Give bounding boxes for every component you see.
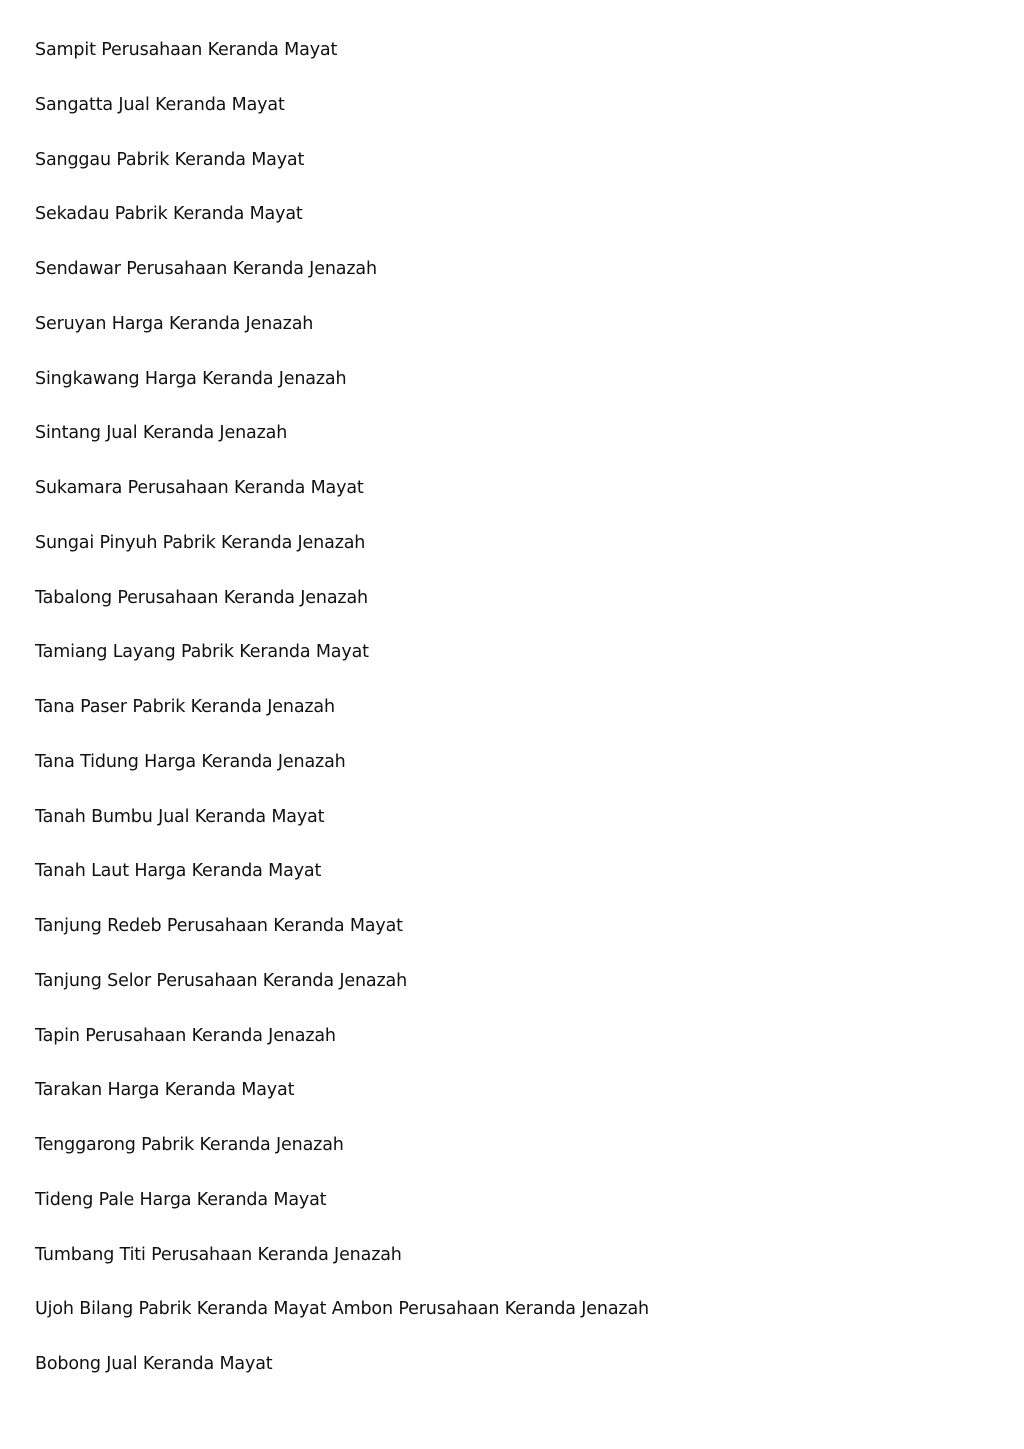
list-item: Sangatta Jual Keranda Mayat [35,94,285,115]
list-item: Tapin Perusahaan Keranda Jenazah [35,1025,336,1046]
list-item: Tumbang Titi Perusahaan Keranda Jenazah [35,1244,402,1265]
list-item: Sanggau Pabrik Keranda Mayat [35,149,305,170]
list-item: Tenggarong Pabrik Keranda Jenazah [35,1135,344,1155]
list-item: Sekadau Pabrik Keranda Mayat [35,204,303,225]
list-item: Tarakan Harga Keranda Mayat [35,1080,295,1101]
list-item: Tanjung Redeb Perusahaan Keranda Mayat [35,916,403,936]
list-item: Tamiang Layang Pabrik Keranda Mayat [35,642,369,663]
list-item: Tanjung Selor Perusahaan Keranda Jenazah [35,970,408,991]
list-item: Sendawar Perusahaan Keranda Jenazah [35,259,377,279]
list-item: Tabalong Perusahaan Keranda Jenazah [35,587,368,608]
list-item: Singkawang Harga Keranda Jenazah [35,368,347,389]
list-item: Sungai Pinyuh Pabrik Keranda Jenazah [35,532,366,553]
list-item: Ujoh Bilang Pabrik Keranda Mayat Ambon Perusahaan Keranda Jenazah [35,1299,649,1320]
list-item: Sampit Perusahaan Keranda Mayat [35,40,338,60]
list-item: Sukamara Perusahaan Keranda Mayat [35,478,364,498]
list-item: Tanah Laut Harga Keranda Mayat [35,861,322,882]
list-item: Tana Tidung Harga Keranda Jenazah [35,751,346,772]
list-item: Tideng Pale Harga Keranda Mayat [35,1189,327,1210]
list-item: Bobong Jual Keranda Mayat [35,1354,273,1374]
entry-list [35,38,649,1407]
list-item: Tana Paser Pabrik Keranda Jenazah [35,697,335,717]
list-item: Seruyan Harga Keranda Jenazah [35,313,314,334]
list-item: Tanah Bumbu Jual Keranda Mayat [35,806,325,827]
list-item: Sintang Jual Keranda Jenazah [35,423,288,444]
